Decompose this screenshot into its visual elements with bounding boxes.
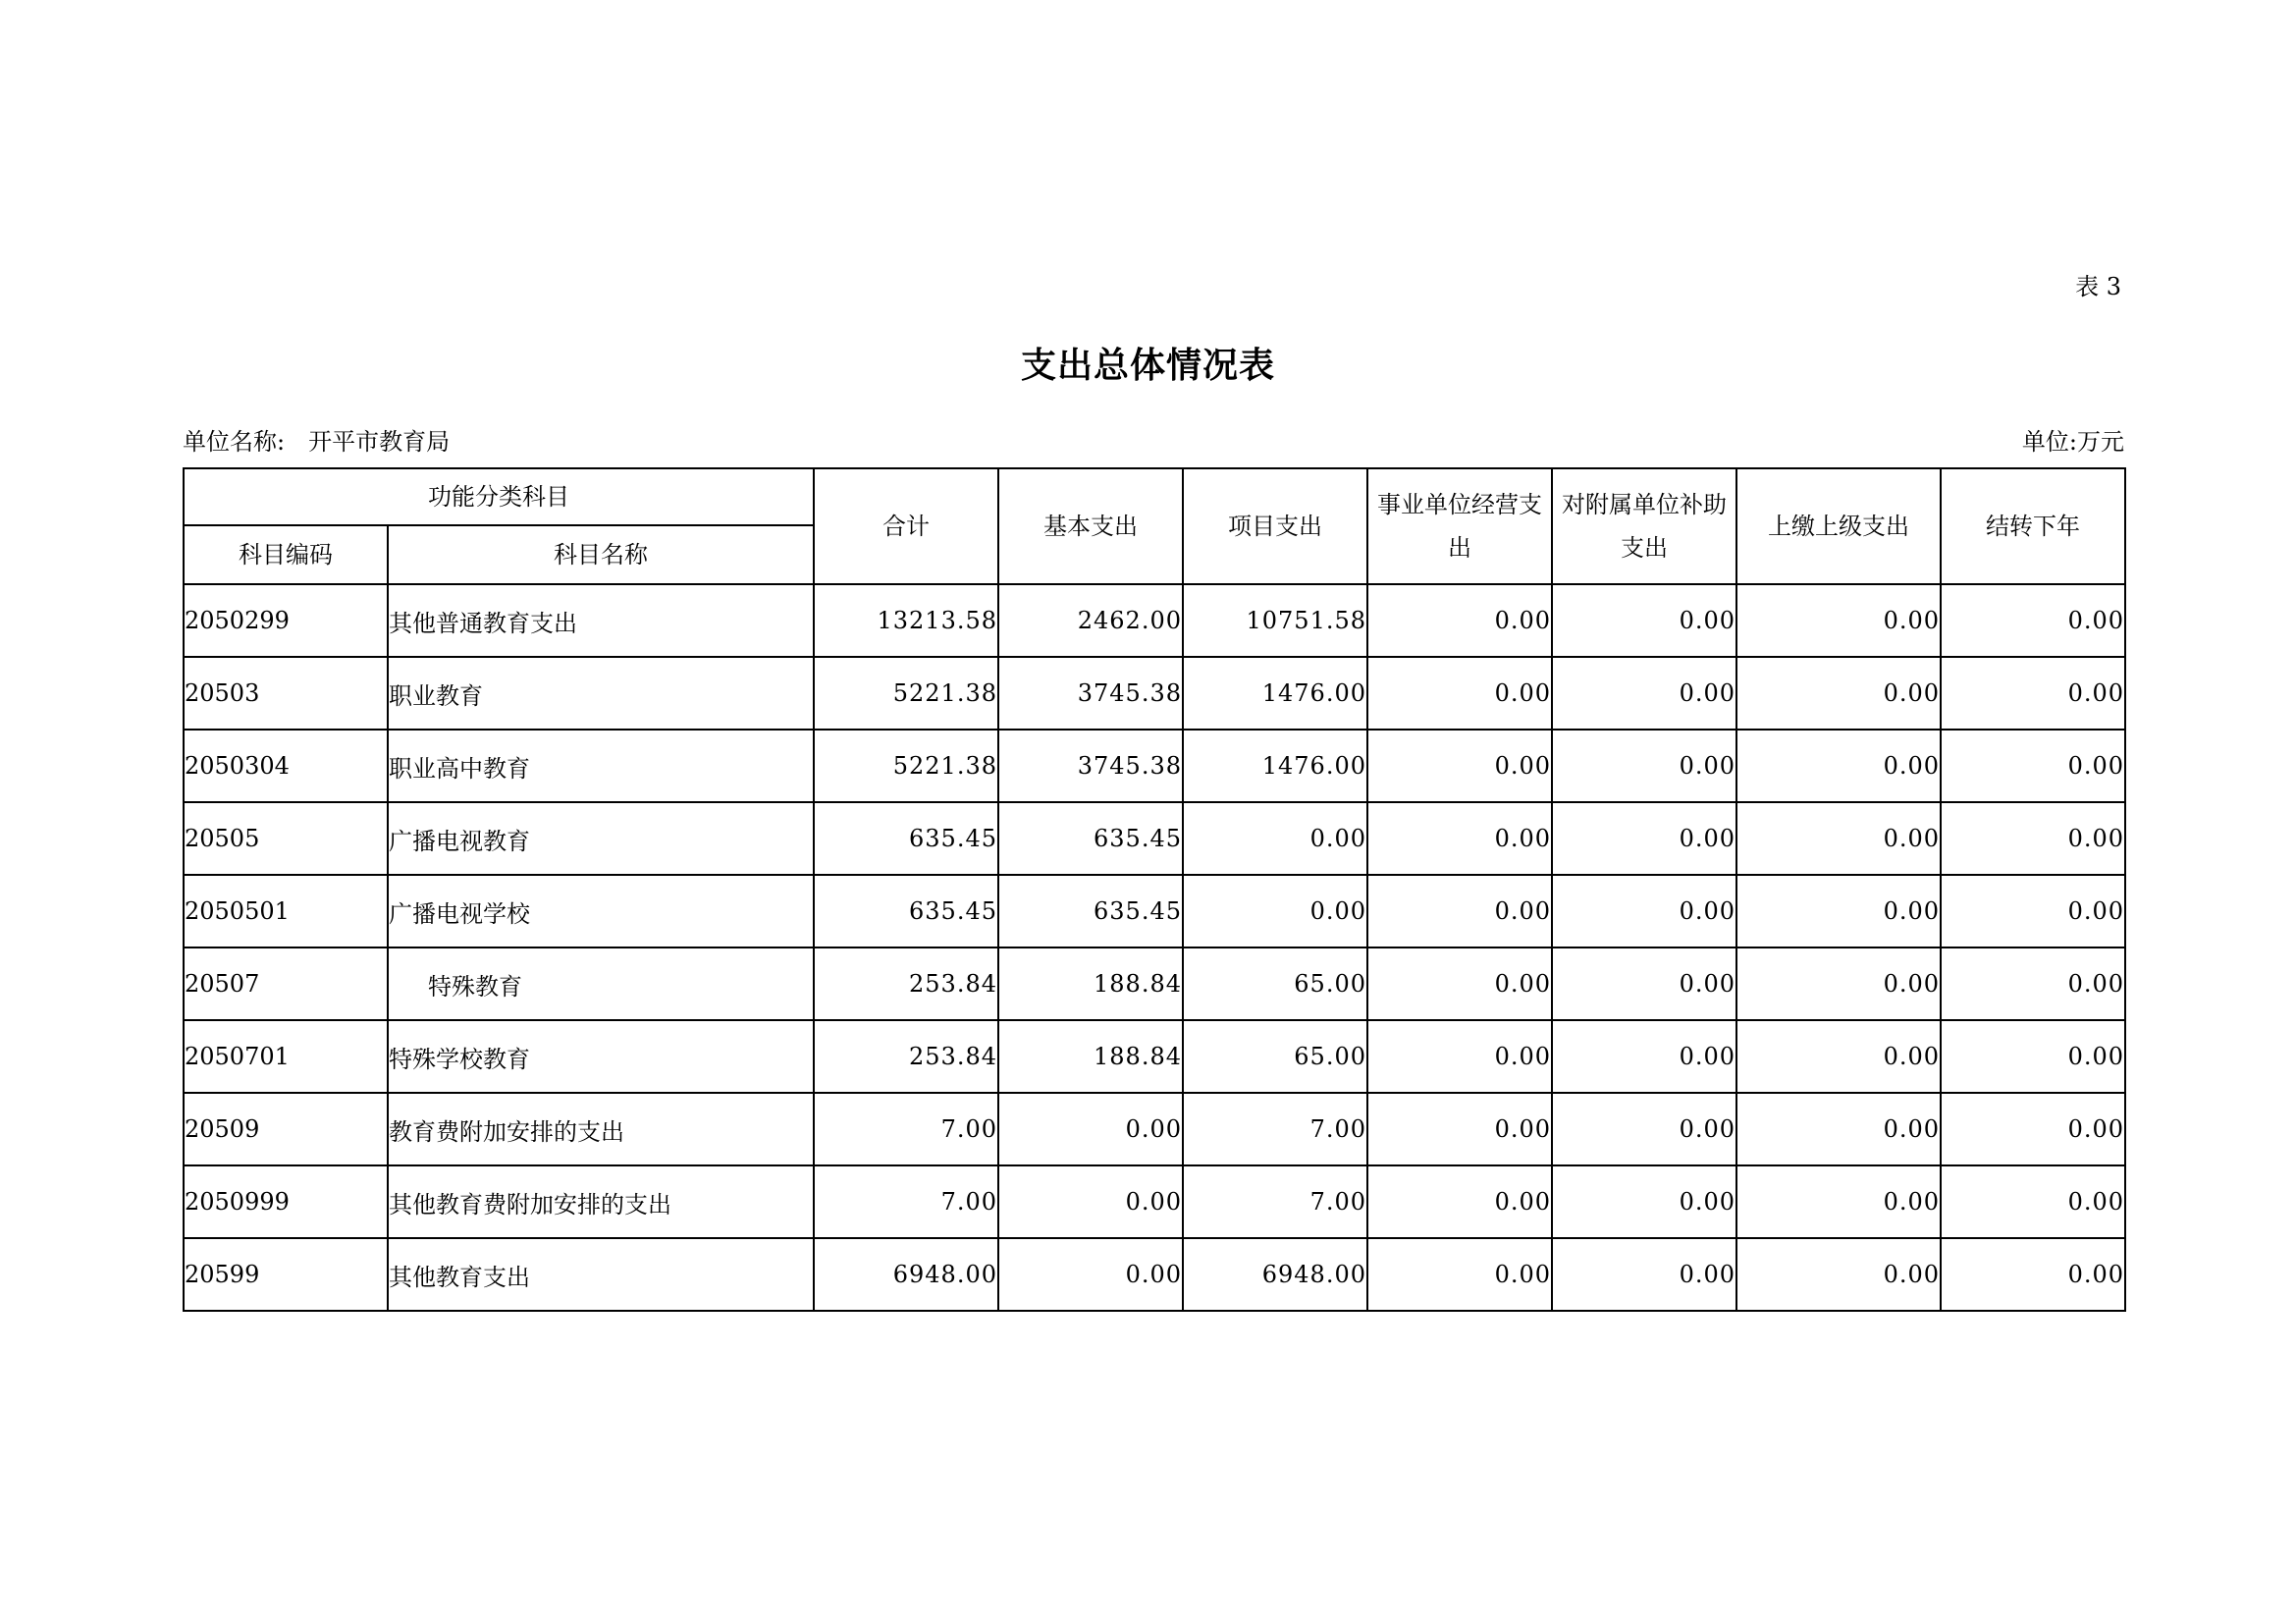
- cell-upper: 0.00: [1736, 947, 1941, 1020]
- cell-total: 7.00: [814, 1165, 998, 1238]
- cell-code: 20507: [184, 947, 388, 1020]
- cell-project: 0.00: [1183, 802, 1367, 875]
- cell-total: 635.45: [814, 875, 998, 947]
- cell-code: 2050501: [184, 875, 388, 947]
- cell-basic: 3745.38: [998, 657, 1183, 730]
- cell-subsidy: 0.00: [1552, 947, 1736, 1020]
- cell-upper: 0.00: [1736, 1238, 1941, 1311]
- unit-name-label: 单位名称:: [183, 428, 286, 456]
- cell-subsidy: 0.00: [1552, 584, 1736, 657]
- table-row: [184, 802, 2125, 875]
- cell-name: 广播电视学校: [388, 875, 814, 947]
- cell-carryover: 0.00: [1941, 1093, 2125, 1165]
- table-row: [184, 1238, 2125, 1311]
- cell-project: 10751.58: [1183, 584, 1367, 657]
- cell-business: 0.00: [1367, 875, 1552, 947]
- cell-project: 0.00: [1183, 875, 1367, 947]
- cell-carryover: 0.00: [1941, 584, 2125, 657]
- meta-row: [183, 422, 2124, 457]
- cell-business: 0.00: [1367, 1093, 1552, 1165]
- unit-name: [183, 422, 450, 457]
- table-body: [184, 584, 2125, 1311]
- cell-carryover: 0.00: [1941, 1238, 2125, 1311]
- cell-name: 教育费附加安排的支出: [388, 1093, 814, 1165]
- cell-total: 7.00: [814, 1093, 998, 1165]
- table-row: [184, 875, 2125, 947]
- cell-subsidy: 0.00: [1552, 1093, 1736, 1165]
- table-row: [184, 1020, 2125, 1093]
- table-number: 表 3: [2075, 273, 2121, 300]
- unit-of-measure: 单位:万元: [2021, 428, 2124, 456]
- cell-subsidy: 0.00: [1552, 1020, 1736, 1093]
- cell-carryover: 0.00: [1941, 875, 2125, 947]
- cell-carryover: 0.00: [1941, 947, 2125, 1020]
- cell-total: 253.84: [814, 1020, 998, 1093]
- cell-code: 20503: [184, 657, 388, 730]
- cell-business: 0.00: [1367, 584, 1552, 657]
- cell-subsidy: 0.00: [1552, 657, 1736, 730]
- cell-total: 6948.00: [814, 1238, 998, 1311]
- cell-code: 20599: [184, 1238, 388, 1311]
- cell-basic: 3745.38: [998, 730, 1183, 802]
- cell-business: 0.00: [1367, 730, 1552, 802]
- header-function-group: 功能分类科目: [184, 468, 814, 525]
- cell-carryover: 0.00: [1941, 1020, 2125, 1093]
- table-row: [184, 584, 2125, 657]
- cell-name: 特殊教育: [388, 947, 814, 1020]
- header-code: 科目编码: [184, 525, 388, 584]
- cell-name: 其他普通教育支出: [388, 584, 814, 657]
- cell-carryover: 0.00: [1941, 730, 2125, 802]
- cell-project: 65.00: [1183, 947, 1367, 1020]
- cell-name: 特殊学校教育: [388, 1020, 814, 1093]
- cell-project: 7.00: [1183, 1165, 1367, 1238]
- document-title: 支出总体情况表: [1020, 346, 1275, 386]
- cell-subsidy: 0.00: [1552, 1165, 1736, 1238]
- cell-carryover: 0.00: [1941, 802, 2125, 875]
- header-carryover: 结转下年: [1941, 468, 2125, 584]
- expenditure-table: [183, 467, 2126, 1312]
- cell-upper: 0.00: [1736, 730, 1941, 802]
- cell-name: 其他教育支出: [388, 1238, 814, 1311]
- cell-business: 0.00: [1367, 1238, 1552, 1311]
- cell-project: 65.00: [1183, 1020, 1367, 1093]
- table-row: [184, 730, 2125, 802]
- cell-basic: 0.00: [998, 1165, 1183, 1238]
- cell-upper: 0.00: [1736, 657, 1941, 730]
- cell-total: 5221.38: [814, 730, 998, 802]
- cell-basic: 2462.00: [998, 584, 1183, 657]
- cell-basic: 635.45: [998, 875, 1183, 947]
- cell-carryover: 0.00: [1941, 657, 2125, 730]
- unit-name-value: 开平市教育局: [308, 428, 451, 456]
- cell-name: 职业高中教育: [388, 730, 814, 802]
- table-header: [184, 468, 2125, 584]
- cell-basic: 0.00: [998, 1238, 1183, 1311]
- cell-total: 13213.58: [814, 584, 998, 657]
- header-basic: 基本支出: [998, 468, 1183, 584]
- table-row: [184, 947, 2125, 1020]
- header-project: 项目支出: [1183, 468, 1367, 584]
- cell-code: 2050999: [184, 1165, 388, 1238]
- cell-upper: 0.00: [1736, 875, 1941, 947]
- cell-upper: 0.00: [1736, 1093, 1941, 1165]
- header-total: 合计: [814, 468, 998, 584]
- cell-code: 20505: [184, 802, 388, 875]
- cell-upper: 0.00: [1736, 802, 1941, 875]
- table-row: [184, 1093, 2125, 1165]
- cell-basic: 635.45: [998, 802, 1183, 875]
- cell-name: 广播电视教育: [388, 802, 814, 875]
- cell-project: 1476.00: [1183, 730, 1367, 802]
- cell-basic: 188.84: [998, 1020, 1183, 1093]
- cell-business: 0.00: [1367, 802, 1552, 875]
- table-row: [184, 657, 2125, 730]
- cell-total: 635.45: [814, 802, 998, 875]
- cell-business: 0.00: [1367, 1020, 1552, 1093]
- cell-code: 20509: [184, 1093, 388, 1165]
- cell-total: 5221.38: [814, 657, 998, 730]
- cell-business: 0.00: [1367, 1165, 1552, 1238]
- cell-subsidy: 0.00: [1552, 1238, 1736, 1311]
- cell-name: 其他教育费附加安排的支出: [388, 1165, 814, 1238]
- cell-project: 1476.00: [1183, 657, 1367, 730]
- cell-upper: 0.00: [1736, 1165, 1941, 1238]
- cell-subsidy: 0.00: [1552, 730, 1736, 802]
- cell-project: 6948.00: [1183, 1238, 1367, 1311]
- cell-name: 职业教育: [388, 657, 814, 730]
- header-name: 科目名称: [388, 525, 814, 584]
- cell-total: 253.84: [814, 947, 998, 1020]
- cell-project: 7.00: [1183, 1093, 1367, 1165]
- cell-basic: 188.84: [998, 947, 1183, 1020]
- cell-code: 2050299: [184, 584, 388, 657]
- table-row: [184, 1165, 2125, 1238]
- cell-subsidy: 0.00: [1552, 802, 1736, 875]
- cell-subsidy: 0.00: [1552, 875, 1736, 947]
- header-business: 事业单位经营支出: [1367, 468, 1552, 584]
- cell-code: 2050701: [184, 1020, 388, 1093]
- cell-basic: 0.00: [998, 1093, 1183, 1165]
- cell-code: 2050304: [184, 730, 388, 802]
- header-subsidy: 对附属单位补助支出: [1552, 468, 1736, 584]
- header-upper: 上缴上级支出: [1736, 468, 1941, 584]
- cell-business: 0.00: [1367, 657, 1552, 730]
- cell-upper: 0.00: [1736, 1020, 1941, 1093]
- cell-business: 0.00: [1367, 947, 1552, 1020]
- cell-upper: 0.00: [1736, 584, 1941, 657]
- cell-carryover: 0.00: [1941, 1165, 2125, 1238]
